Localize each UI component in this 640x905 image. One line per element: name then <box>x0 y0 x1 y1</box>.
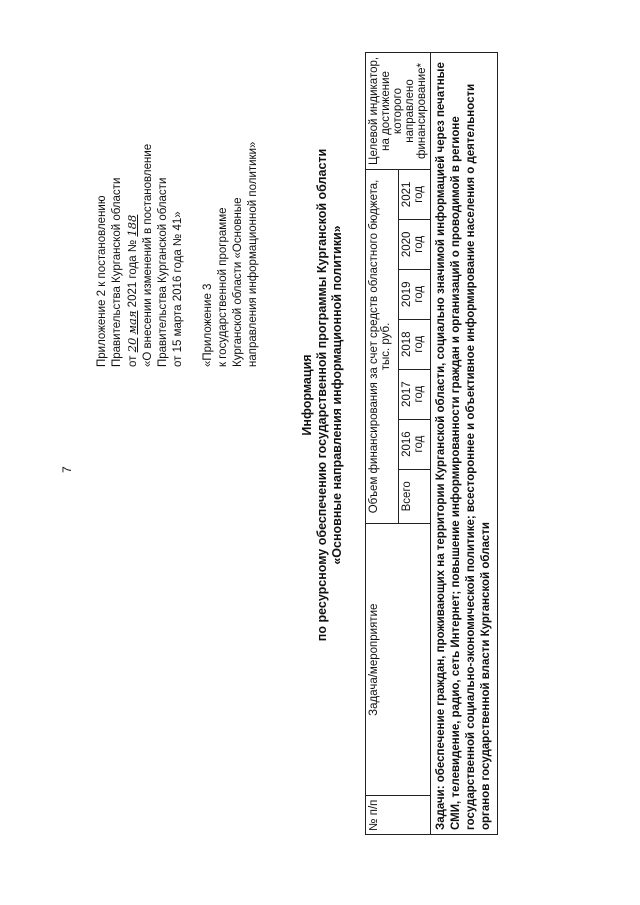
handwritten-number: 188 <box>125 214 139 237</box>
appendix-line: к государственной программе <box>217 207 229 367</box>
header-year: 2020 год <box>398 219 431 269</box>
appendix-line: Правительства Курганской области <box>111 177 123 367</box>
appendix-line: от 15 марта 2016 года № 41» <box>172 211 184 367</box>
document-title <box>300 0 345 835</box>
header-num: № п/п <box>366 796 431 835</box>
tasks-row: Задачи: обеспечение граждан, проживающих на территории Курганской области, социально значимой информацией через печатные СМИ, телевидение, радио, сеть Интернет; повышение информированности граждан и организаций о проводимой в регионе государственной социально-экономической политике; всестороннее и объективное информирование населения о деятельности органов государственной власти Курганской области <box>431 53 498 835</box>
header-year: 2017 год <box>398 369 431 419</box>
header-indicator: Целевой индикатор, на достижение которого направлено финансирование* <box>366 53 431 170</box>
appendix-year: 2021 года № <box>127 239 139 308</box>
header-task: Задача/мероприятие <box>366 524 431 796</box>
appendix-line: Курганской области «Основные <box>232 197 244 367</box>
title-line: по ресурсному обеспечению государственной программы Курганской области <box>315 148 329 642</box>
appendix-date-line <box>125 37 141 367</box>
appendix-line: «Приложение 3 <box>202 283 214 367</box>
resource-table <box>365 52 498 835</box>
header-year: 2016 год <box>398 419 431 469</box>
header-year: 2021 год <box>398 169 431 219</box>
appendix-line: Правительства Курганской области <box>157 177 169 367</box>
appendix-line: «О внесении изменений в постановление <box>142 143 154 367</box>
appendix-line: направления информационной политики» <box>247 141 259 367</box>
title-line: Информация <box>300 354 314 436</box>
handwritten-month: мая <box>125 310 139 335</box>
page-number: 7 <box>60 466 74 473</box>
header-year: 2018 год <box>398 319 431 369</box>
appendix-from: от <box>127 355 139 367</box>
handwritten-day: 20 <box>125 337 139 353</box>
appendix-line: Приложение 2 к постановлению <box>96 195 108 367</box>
header-year: 2019 год <box>398 269 431 319</box>
appendix-block <box>95 37 261 367</box>
header-year: Всего <box>398 469 431 523</box>
header-funding: Объем финансирования за счет средств областного бюджета, тыс. руб. <box>366 169 399 523</box>
title-line: «Основные направления информационной политики» <box>330 225 344 565</box>
